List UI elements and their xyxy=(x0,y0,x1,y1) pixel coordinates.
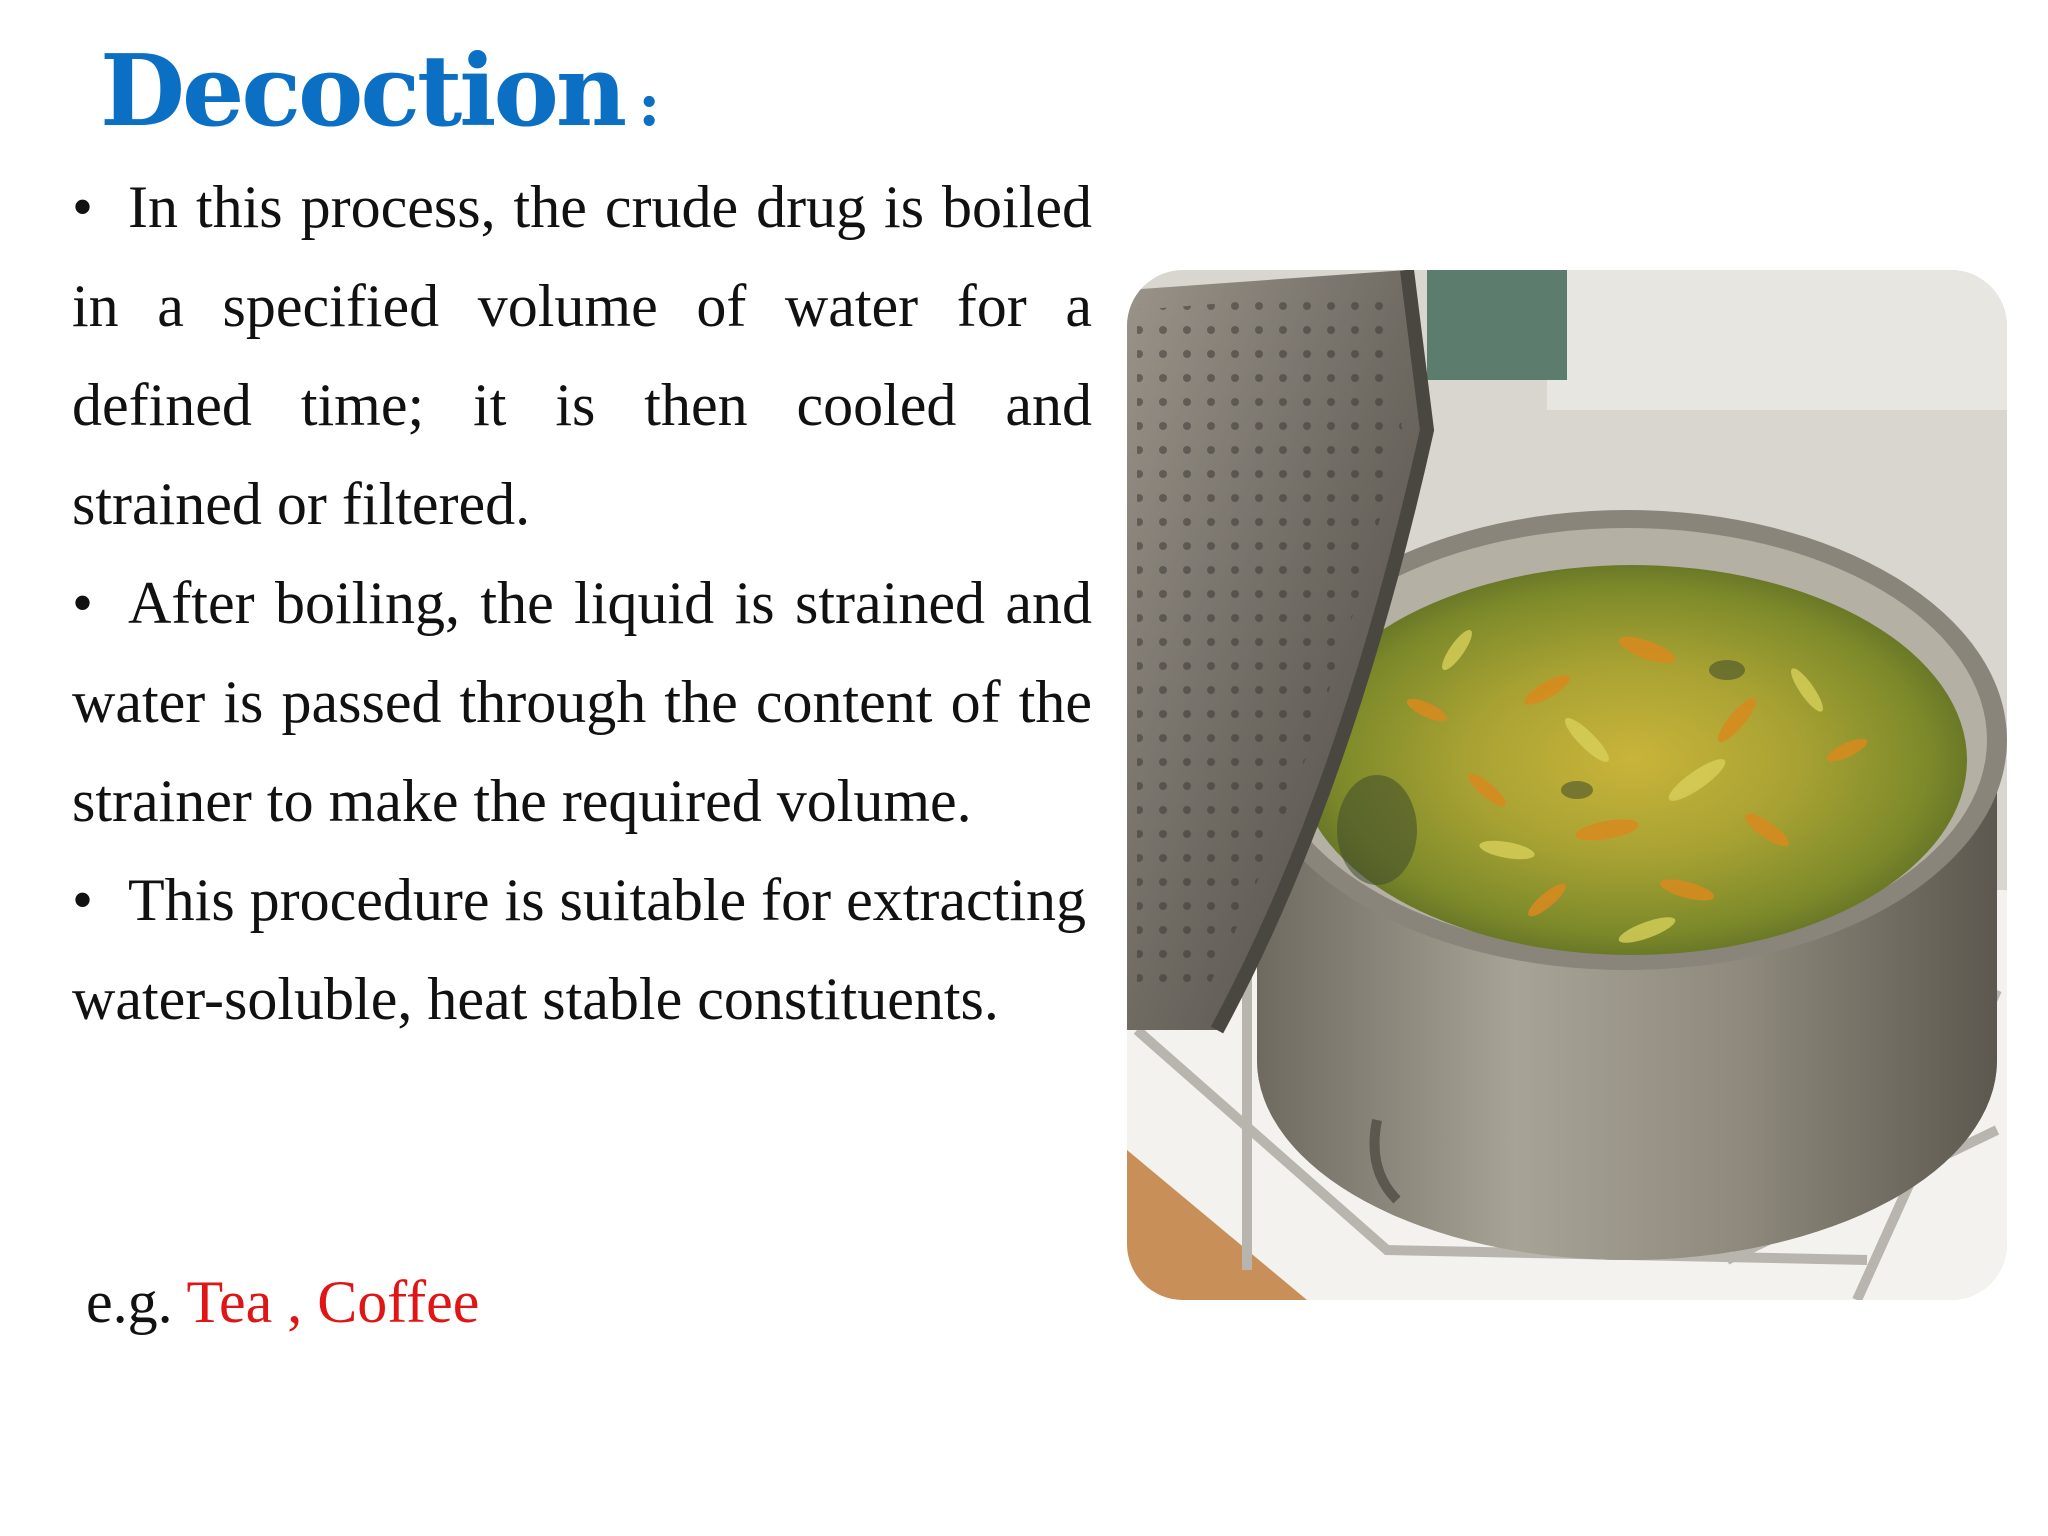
bullet-symbol: • xyxy=(72,570,94,636)
bullet-text-1: In this process, the crude drug is boiled in a specified volume of water for a defined time; it is then cooled and strained or filtered. xyxy=(72,174,1092,537)
bullet-paragraph-1 xyxy=(72,158,1092,554)
example-line xyxy=(86,1253,479,1352)
bullet-symbol: • xyxy=(72,174,94,240)
bullet-paragraph-2 xyxy=(72,554,1092,851)
decoction-pot-photo xyxy=(1127,270,2007,1300)
bullet-text-2: After boiling, the liquid is strained and water is passed through the content of the strainer to make the required volume. xyxy=(72,570,1092,834)
slide-title xyxy=(100,34,658,149)
example-items: Tea , Coffee xyxy=(186,1269,480,1335)
slide-body xyxy=(72,158,1092,1049)
slide-title-colon: : xyxy=(638,70,658,140)
bullet-symbol: • xyxy=(72,867,94,933)
bullet-text-3: This procedure is suitable for extracting water-soluble, heat stable constituents. xyxy=(72,867,1087,1032)
slide-title-text: Decoction xyxy=(100,34,625,149)
example-prefix: e.g. xyxy=(86,1269,187,1335)
pot-illustration xyxy=(1127,270,2007,1300)
bullet-paragraph-3 xyxy=(72,851,1092,1049)
